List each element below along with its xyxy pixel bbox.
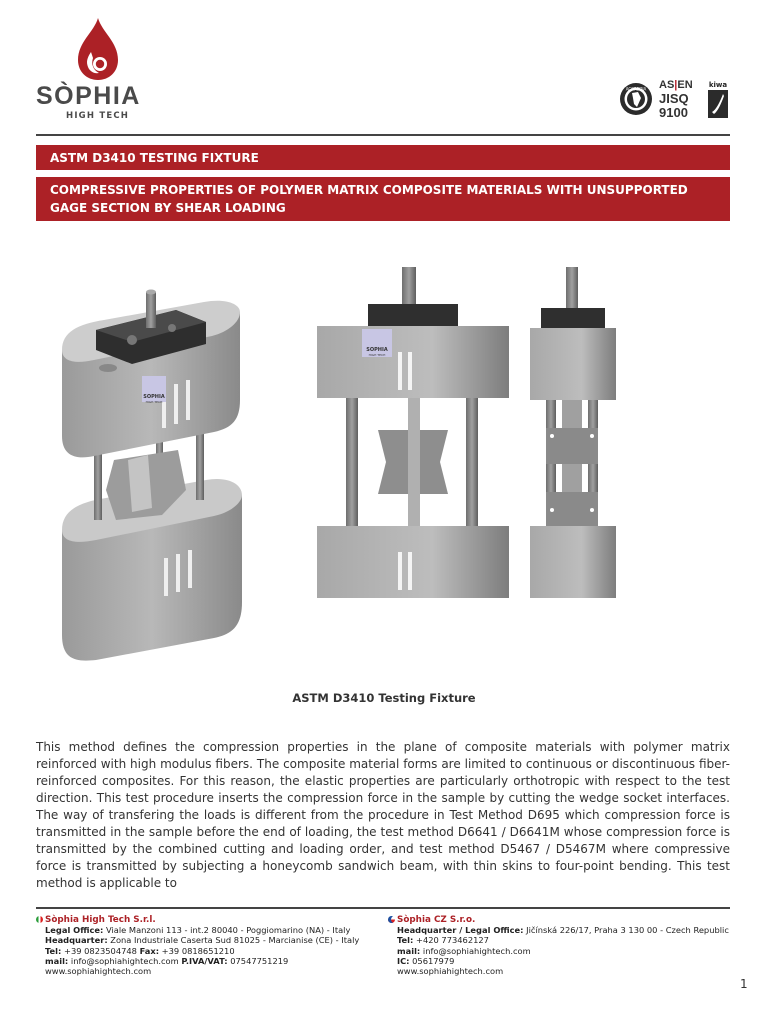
svg-text:kiwa: kiwa [708, 81, 728, 89]
accredia-seal-icon [619, 82, 653, 116]
czech-flag-icon [388, 916, 395, 923]
fixture-renders [36, 240, 730, 670]
accredia-seal-text: ACCREDIA [625, 86, 647, 92]
certification-label: AS|EN JISQ 9100 [659, 79, 693, 120]
fixture-label-text-2: SOPHIA [366, 347, 388, 353]
footer-italy: Sòphia High Tech S.r.l. Legal Office: Viale Manzoni 113 - int.2 80040 - Poggiomarino (NA) - Italy Headquarter: Zona Industriale Caserta Sud 81025 - Marcianise (CE) - Italy Tel: +39 0823504748 Fax: +39 0818651210 mail: info@sophiahightech.com P.IVA/VAT: 07547751219 www.sophiahightech.com [36, 914, 386, 976]
fixture-label-sub-2: HIGH TECH [368, 353, 386, 357]
footer-website-cz[interactable]: www.sophiahightech.com [397, 966, 504, 977]
fixture-label-sub-1: HIGH TECH [145, 400, 163, 404]
brand-name: SÒPHIA [36, 82, 141, 110]
footer-website-it[interactable]: www.sophiahightech.com [45, 966, 152, 977]
footer-company-cz: Sòphia CZ S.r.o. [397, 915, 476, 925]
method-description: This method defines the compression properties in the plane of composite materials with polymer matrix reinforced with high modulus fibers. The composite material forms are limited to continuous or discontinuous fiber-reinforced composites. For this reason, the elastic properties are particularly orthotropic with respect to the test direction. This test procedure inserts the compression force in the sample by cutting the wedge socket interfaces. The way of transfering the loads is different from the procedure in Test Method D695 which compression force is transmitted in the sample before the end of loading, the test method D6641 / D6641M whose compression force is transmitted by the combined cutting and loading order, and test method D5467 / D5467M where compressive force is transmitted by subjecting a honeycomb sandwich beam, with thin skins to four-point bending. This test method is applicable to [36, 740, 730, 890]
italy-flag-icon [36, 916, 43, 923]
front-view [317, 267, 509, 598]
footer-company-it: Sòphia High Tech S.r.l. [45, 915, 156, 925]
figure-caption: ASTM D3410 Testing Fixture [292, 691, 476, 705]
header-divider [36, 134, 730, 136]
subtitle-banner: COMPRESSIVE PROPERTIES OF POLYMER MATRIX COMPOSITE MATERIALS WITH UNSUPPORTED GAGE SECTION BY SHEAR LOADING [36, 177, 730, 221]
isometric-view [62, 290, 242, 661]
footer-divider [36, 907, 730, 909]
footer-czech: Sòphia CZ S.r.o. Headquarter / Legal Office: Jičínská 226/17, Praha 3 130 00 - Czech Republic Tel: +420 773462127 mail: info@sophiahightech.com IC: 05617979 www.sophiahightech.com [388, 914, 738, 976]
side-view [530, 267, 616, 598]
brand-subtitle: HIGH TECH [66, 111, 130, 121]
kiwa-mark-icon [706, 80, 730, 120]
page-number: 1 [740, 977, 748, 991]
title-banner: ASTM D3410 TESTING FIXTURE [36, 145, 730, 170]
fixture-label-text-1: SOPHIA [143, 394, 165, 400]
